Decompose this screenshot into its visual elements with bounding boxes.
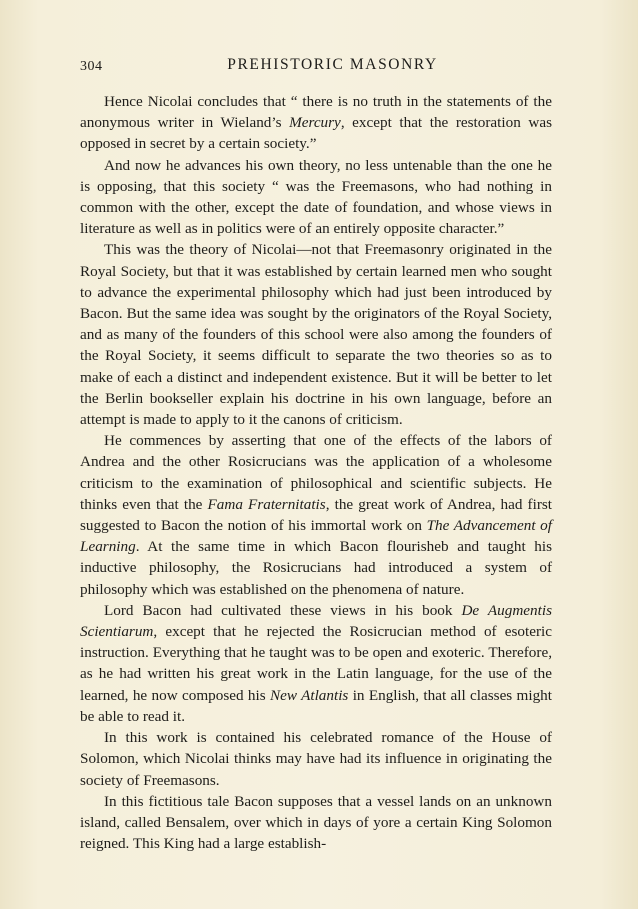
page-number: 304 [80, 59, 103, 74]
italic-title: Mercury [289, 114, 341, 132]
text-run: . At the same time in which Bacon flourisheb and taught his inductive philosophy, the Rosicrucians had introduced a system of philosophy which was established on the phenomena of nature. [80, 538, 552, 598]
text-run: He commences by asserting that one of the effects of the labors of Andrea and the other Rosicrucians was the application of a wholesome criticism to the examination of philosophical and scientific subjects. He thinks even that the [80, 432, 552, 513]
running-head: PREHISTORIC MASONRY [227, 56, 438, 73]
text-run: Lord Bacon had cultivated these views in his book [104, 601, 462, 619]
text-run: in English, that all classes might be able to read it. [80, 686, 552, 725]
text-run: , the great work of Andrea, had first suggested to Bacon the notion of his immortal work on [80, 495, 553, 535]
paragraph [80, 155, 552, 240]
text-run: In this fictitious tale Bacon supposes that a vessel lands on an unknown island, called Bensalem, over which in days of yore a certain King Solomon reigned. This King had a large establish- [80, 792, 552, 853]
paragraph [80, 727, 552, 791]
italic-title: New Atlantis [270, 686, 349, 704]
text-run: , except that he rejected the Rosicrucian method of esoteric instruction. Everything that he taught was to be open and exoteric. Therefore, as he had written his great work in the Latin language, for the use of the learned, he now composed his [80, 623, 552, 704]
italic-title: The Advancement of Learning [80, 517, 552, 556]
text-run: In this work is contained his celebrated romance of the House of Solomon, which Nicolai thinks may have had its influence in originating the society of Freemasons. [80, 729, 552, 789]
italic-title: Fama Fraternitatis [207, 495, 326, 513]
text-run: , except that the restoration was opposed in secret by a certain society.” [80, 114, 552, 153]
italic-title: De Augmentis Scientiarum [80, 601, 552, 641]
paragraph [80, 239, 552, 430]
paragraph [80, 430, 552, 600]
text-run: Hence Nicolai concludes that “ there is no truth in the statements of the anonymous writer in Wieland’s [80, 93, 552, 132]
text-run: This was the theory of Nicolai—not that Freemasonry originated in the Royal Society, but that it was established by certain learned men who sought to advance the experimental philosophy which had just been introduced by Bacon. But the same idea was sought by the originators of the Royal Society, and as many of the founders of this school were also among the founders of the Royal Society, it seems difficult to separate the two theories so as to make of each a distinct and independent existence. But it will be better to let the Berlin bookseller explain his doctrine in his own language, before an attempt is made to apply to it the canons of criticism. [80, 241, 552, 429]
page-header [80, 55, 565, 79]
text-run: And now he advances his own theory, no less untenable than the one he is opposing, that this society “ was the Freemasons, who had nothing in common with the other, except the date of foundation, and whose views in literature as well as in politics were of an entirely opposite character.” [80, 156, 552, 238]
paragraph [80, 600, 552, 727]
body-text [80, 91, 552, 854]
paragraph [80, 791, 552, 855]
paragraph [80, 91, 552, 155]
